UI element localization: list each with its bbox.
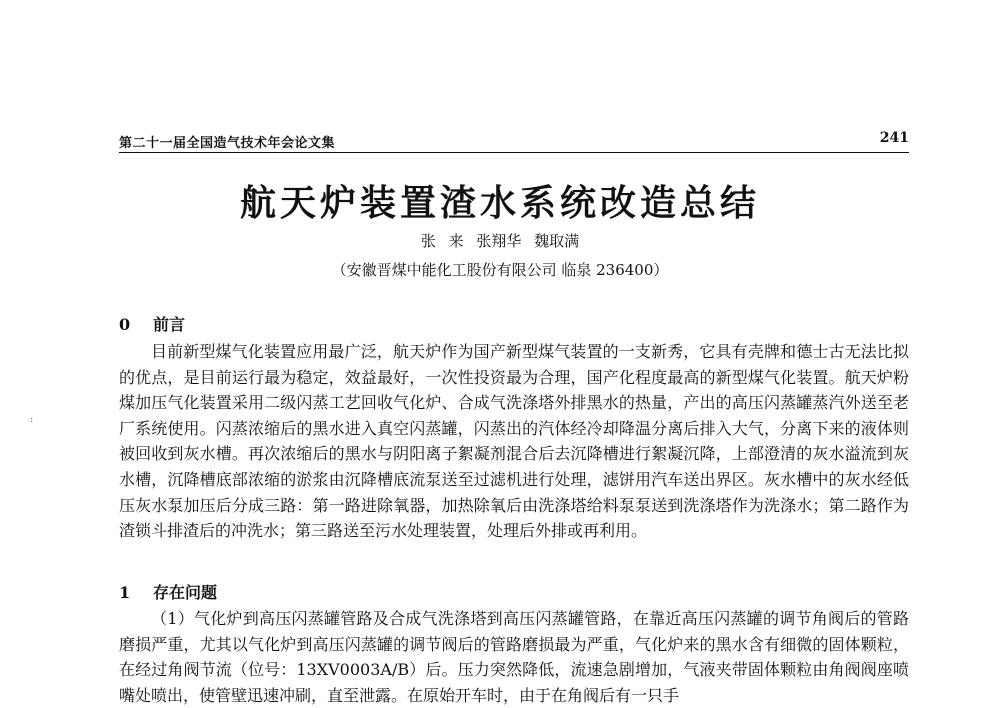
affiliation: （安徽晋煤中能化工股份有限公司 临泉 236400） bbox=[331, 261, 669, 279]
running-header bbox=[119, 126, 909, 152]
section-title: 前言 bbox=[153, 315, 186, 334]
paper-title: 航天炉装置渣水系统改造总结 bbox=[239, 182, 760, 224]
body-paragraph-preface: 目前新型煤气化装置应用最广泛，航天炉作为国产新型煤气装置的一支新秀，它具有壳牌和德士古无法比拟的优点，是目前运行最为稳定，效益最好，一次性投资最为合理，国产化程度最高的新型煤气化装置。航天炉粉煤加压气化装置采用二级闪蒸工艺回收气化炉、合成气洗涤塔外排黑水的热量，产出的高压闪蒸罐蒸汽外送至老厂系统使用。闪蒸浓缩后的黑水进入真空闪蒸罐，闪蒸出的汽体经冷却降温分离后排入大气，分离下来的液体则被回收到灰水槽。再次浓缩后的黑水与阴阳离子絮凝剂混合后去沉降槽进行絮凝沉降，上部澄清的灰水溢流到灰水槽，沉降槽底部浓缩的淤浆由沉降槽底流泵送至过滤机进行处理，滤饼用汽车送出界区。灰水槽中的灰水经低压灰水泵加压后分成三路：第一路进除氧器，加热除氧后由洗涤塔给料泵泵送到洗涤塔作为洗涤水；第二路作为渣锁斗排渣后的冲洗水；第三路送至污水处理装置，处理后外排或再利用。 bbox=[119, 342, 909, 541]
section-heading-preface bbox=[119, 312, 185, 335]
margin-mark: : bbox=[30, 414, 34, 425]
section-title: 存在问题 bbox=[153, 583, 218, 602]
section-number: 1 bbox=[119, 583, 131, 602]
section-number: 0 bbox=[119, 315, 131, 334]
body-paragraph-problems: （1）气化炉到高压闪蒸罐管路及合成气洗涤塔到高压闪蒸罐管路，在靠近高压闪蒸罐的调节角阀后的管路磨损严重，尤其以气化炉到高压闪蒸罐的调节阀后的管路磨损最为严重，气化炉来的黑水含有细微的固体颗粒，在经过角阀节流（位号：13XV0003A/B）后。压力突然降低，流速急剧增加，气液夹带固体颗粒由角阀阀座喷嘴处喷出，使管壁迅速冲刷，直至泄露。在原始开车时，由于在角阀后有一只手 bbox=[119, 609, 909, 705]
authors: 张 来 张翔华 魏取满 bbox=[420, 232, 580, 250]
page-number: 241 bbox=[879, 130, 909, 146]
header-rule bbox=[119, 152, 909, 153]
running-title: 第二十一届全国造气技术年会论文集 bbox=[119, 136, 336, 151]
section-heading-problems bbox=[119, 580, 217, 603]
